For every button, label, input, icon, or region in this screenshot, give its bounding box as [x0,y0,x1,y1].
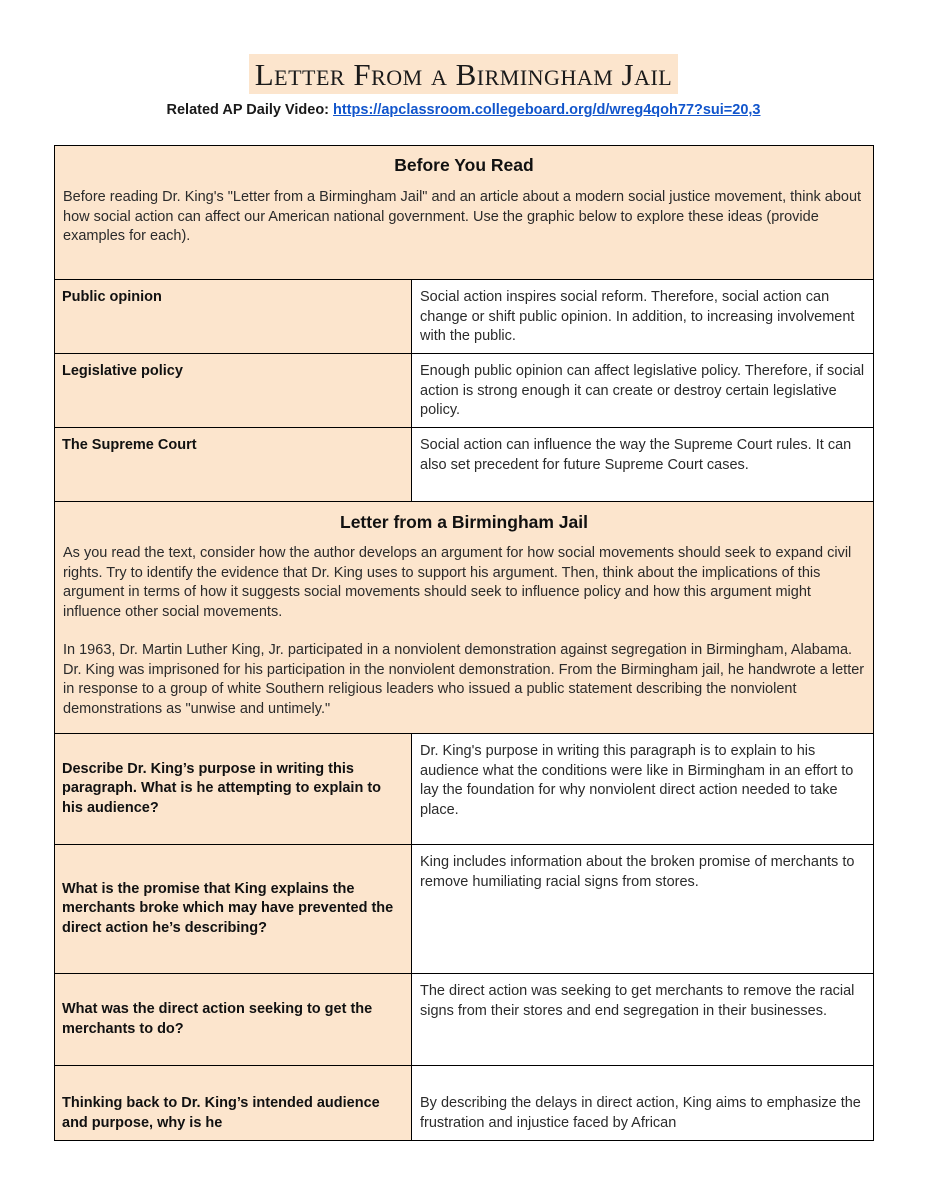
question-answer[interactable]: King includes information about the broken promise of merchants to remove humiliating racial signs from stores. [412,845,873,973]
question-answer[interactable]: Dr. King's purpose in writing this paragraph is to explain to his audience what the conditions were like in Birmingham in an effort to lay the foundation for why nonviolent direct action needed to take place. [412,734,873,844]
page-title: Letter From a Birmingham Jail [249,54,679,94]
related-video-label: Related AP Daily Video: [166,102,330,118]
table-row [55,354,873,428]
row-answer[interactable]: Social action can influence the way the Supreme Court rules. It can also set precedent for future Supreme Court cases. [412,428,873,501]
question-answer[interactable]: By describing the delays in direct action, King aims to emphasize the frustration and injustice faced by African [412,1066,873,1141]
question-row [55,845,873,974]
title-container [0,54,927,94]
question-text: Describe Dr. King’s purpose in writing this paragraph. What is he attempting to explain to his audience? [55,734,412,844]
question-answer[interactable]: The direct action was seeking to get merchants to remove the racial signs from their stores and end segregation in their businesses. [412,974,873,1065]
question-row [55,974,873,1066]
question-row [55,734,873,845]
table-row [55,280,873,354]
letter-paragraph-1: As you read the text, consider how the author develops an argument for how social movements should seek to expand civil rights. Try to identify the evidence that Dr. King uses to support his argument. Then, think about the implications of this argument in terms of how it suggests social movements should seek to influence policy and how this argument might influence other social movements. [63,545,852,620]
row-label: The Supreme Court [55,428,412,501]
related-video-link[interactable]: https://apclassroom.collegeboard.org/d/wreg4qoh77?sui=20,3 [333,102,761,118]
related-video-line [0,102,927,118]
before-you-read-instructions: Before reading Dr. King's "Letter from a Birmingham Jail" and an article about a modern social justice movement, think about how social action can affect our American national government. Use the graphic below to explore these ideas (provide examples for each). [63,189,862,244]
table-row [55,428,873,502]
letter-heading: Letter from a Birmingham Jail [340,512,588,532]
worksheet-table [54,145,874,1141]
letter-paragraph-2: In 1963, Dr. Martin Luther King, Jr. participated in a nonviolent demonstration against segregation in Birmingham, Alabama. Dr. King was imprisoned for his participation in the nonviolent demonstration. From the Birmingham jail, he handwrote a letter in response to a group of white Southern religious leaders who issued a public statement describing the nonviolent demonstrations as "unwise and untimely." [63,642,865,717]
question-text: What is the promise that King explains the merchants broke which may have prevented the direct action he’s describing? [55,845,412,973]
before-you-read-section [55,146,873,280]
row-label: Public opinion [55,280,412,353]
before-you-read-heading: Before You Read [394,155,534,175]
row-answer[interactable]: Enough public opinion can affect legislative policy. Therefore, if social action is strong enough it can create or destroy certain legislative policy. [412,354,873,427]
row-label: Legislative policy [55,354,412,427]
letter-section [55,502,873,734]
question-text: What was the direct action seeking to get the merchants to do? [55,974,412,1065]
question-text: Thinking back to Dr. King’s intended audience and purpose, why is he [55,1066,412,1141]
row-answer[interactable]: Social action inspires social reform. Therefore, social action can change or shift public opinion. In addition, to increasing involvement with the public. [412,280,873,353]
question-row [55,1066,873,1141]
